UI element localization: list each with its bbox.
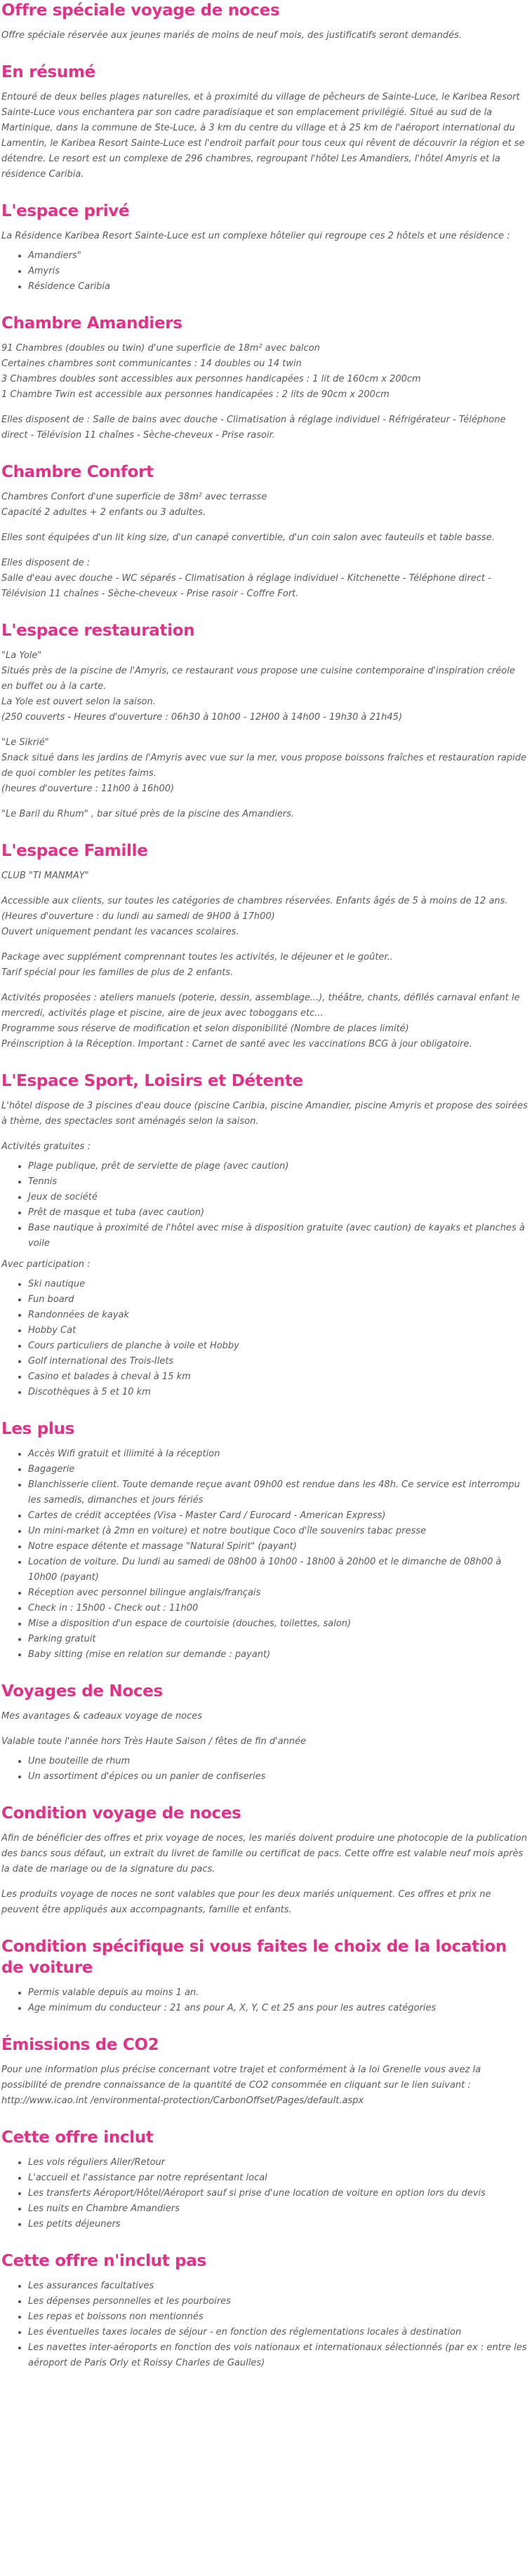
room-furniture: Elles sont équipées d'un lit king size, d'un canapé convertible, d'un coin salon avec fauteuils et table basse.	[1, 532, 495, 543]
list-item: • Tennis	[28, 1174, 529, 1190]
list-item: • Les assurances facultatives	[28, 2279, 529, 2294]
list-item: • Base nautique à proximité de l'hôtel avec mise à disposition gratuite (avec caution) de kayaks et planches à voile	[28, 1221, 529, 1252]
summary-text: Entouré de deux belles plages naturelles, et à proximité du village de pêcheurs de Sainte-Luce, le Karibea Resort Sainte-Luce vous enchantera par son cadre paradisiaque et son emplacement privilégié. Situé au sud de la Martinique, dans la commune de Ste-Luce, à 3 km du centre du village et à 25 km de l'aéroport international du Lamentin, le Karibea Resort Sainte-Luce est l'endroit parfait pour tous ceux qui rêvent de découvrir la région et se détendre. Le resort est un complexe de 296 chambres, regroupant l'hôtel Les Amandiers, l'hôtel Amyris et la résidence Caribia.	[1, 92, 525, 180]
club-access: Accessible aux clients, sur toutes les catégories de chambres réservées. Enfants âgés de 5 à moins de 12 ans. (Heures d'ouverture : du lundi au samedi de 9H00 à 17h00) Ouvert uniquement pendant les vacances scolaires.	[1, 896, 508, 937]
section-title: Cette offre n'inclut pas	[1, 2252, 206, 2270]
co2-text: Pour une information plus précise concernant votre trajet et conformément à la loi Grenelle vous avez la possibilité de prendre connaissance de la quantité de CO2 consommée en cliquant sur le lien suivant : http://www.icao.int /environmental-protection/CarbonOffset/Pages/default.aspx	[1, 2065, 481, 2106]
section-title: Voyages de Noces	[1, 1682, 163, 1700]
list-item: • Plage publique, prêt de serviette de plage (avec caution)	[28, 1159, 529, 1174]
list-item: • Randonnées de kayak	[28, 1308, 529, 1323]
section-title: L'espace privé	[1, 202, 130, 220]
list-item: • Les nuits en Chambre Amandiers	[28, 2201, 529, 2217]
honeymoon-benefits: Mes avantages & cadeaux voyage de noces	[1, 1711, 203, 1722]
list-item: • L'accueil et l'assistance par notre représentant local	[28, 2171, 529, 2186]
section-title: Chambre Confort	[1, 463, 154, 481]
club-activities: Activités proposées : ateliers manuels (poterie, dessin, assemblage...), théâtre, chants, défilés carnaval enfant le mercredi, activités plage et piscine, aire de jeux avec toboggans etc... Programme sous réserve de modification et selon disponibilité (Nombre de places limité) Préinscription à la Réception. Important : Carnet de santé avec les vaccinations BCG à jour obligatoire.	[1, 993, 520, 1049]
list-item: • Cartes de crédit acceptées (Visa - Master Card / Eurocard - American Express)	[28, 1508, 529, 1524]
list-item: • Notre espace détente et massage "Natural Spirit" (payant)	[28, 1539, 529, 1555]
section-title: L'Espace Sport, Loisirs et Détente	[1, 1072, 303, 1090]
section-included	[1, 2127, 529, 2232]
conditions-scope: Les produits voyage de noces ne sont valables que pour les deux mariés uniquement. Ces offres et prix ne peuvent être appliqués aux accompagnants, famille et enfants.	[1, 1889, 491, 1915]
bar-baril-du-rhum: "Le Baril du Rhum" , bar situé près de la piscine des Amandiers.	[1, 809, 295, 819]
honeymoon-gifts	[1, 1754, 529, 1785]
list-item: • Les petits déjeuners	[28, 2217, 529, 2232]
section-summary	[1, 62, 529, 182]
list-item: • Amyris	[28, 264, 529, 279]
free-activities-label: Activités gratuites :	[1, 1141, 91, 1152]
list-item: • Prêt de masque et tuba (avec caution)	[28, 1205, 529, 1221]
car-rental-list	[1, 1985, 529, 2016]
section-title: Cette offre inclut	[1, 2128, 154, 2147]
list-item: • Golf international des Trois-Ilets	[28, 1354, 529, 1369]
section-title: Les plus	[1, 1420, 74, 1438]
list-item: • Bagagerie	[28, 1462, 529, 1477]
list-item: • Parking gratuit	[28, 1632, 529, 1647]
section-honeymoon	[1, 1681, 529, 1785]
room-equipment: Elles disposent de : Salle de bains avec douche - Climatisation à réglage individuel - Réfrigérateur - Téléphone direct - Télévision 11 chaînes - Sèche-cheveux - Prise rasoir.	[1, 415, 506, 441]
conditions-text: Afin de bénéficier des offres et prix voyage de noces, les mariés doivent produire une photocopie de la publication des bancs sous défaut, un extrait du livret de famille ou certificat de pacs. Cette offre est valable neuf mois après la date de mariage ou de la signature du pacs.	[1, 1833, 527, 1874]
list-item: • Les vols réguliers Aller/Retour	[28, 2155, 529, 2171]
private-list	[1, 248, 529, 295]
section-room-confort	[1, 462, 529, 602]
not-included-list	[1, 2279, 529, 2371]
room-equipment: Elles disposent de : Salle d'eau avec douche - WC séparés - Climatisation à réglage individuel - Kitchenette - Téléphone direct - Télévision 11 chaînes - Sèche-cheveux - Prise rasoir - Coffre Fort.	[1, 558, 491, 599]
club-name: CLUB "TI MANMAY"	[1, 871, 89, 881]
room-description: Chambres Confort d'une superficie de 38m² avec terrasse Capacité 2 adultes + 2 enfants ou 3 adultes.	[1, 492, 267, 518]
section-private-space	[1, 201, 529, 295]
section-title: En résumé	[1, 63, 95, 81]
section-family	[1, 840, 529, 1052]
paid-activities-list	[1, 1277, 529, 1400]
list-item: • Location de voiture. Du lundi au samedi de 08h00 à 10h00 - 18h00 à 20h00 et le dimanche de 08h00 à 10h00 (payant)	[28, 1555, 529, 1585]
paid-activities-label: Avec participation :	[1, 1259, 91, 1270]
list-item: • Hobby Cat	[28, 1323, 529, 1339]
list-item: • Check in : 15h00 - Check out : 11h00	[28, 1601, 529, 1616]
list-item: • Casino et balades à cheval à 15 km	[28, 1369, 529, 1385]
list-item: • Accès Wifi gratuit et illimité à la réception	[28, 1447, 529, 1462]
list-item: • Réception avec personnel bilingue anglais/français	[28, 1585, 529, 1601]
honeymoon-validity: Valable toute l'année hors Très Haute Saison / fêtes de fin d'année	[1, 1736, 307, 1747]
list-item: • Permis valable depuis au moins 1 an.	[28, 1985, 529, 2001]
list-item: • Un assortiment d'épices ou un panier de confiseries	[28, 1769, 529, 1785]
section-extras	[1, 1418, 529, 1663]
section-co2	[1, 2034, 529, 2109]
section-title: Émissions de CO2	[1, 2036, 159, 2054]
restaurant-le-sikrie: "Le Sikrié" Snack situé dans les jardins de l'Amyris avec vue sur la mer, vous propose boissons fraîches et restauration rapide de quoi combler les petites faims. (heures d'ouverture : 11h00 à 16h00)	[1, 737, 527, 794]
section-title: L'espace restauration	[1, 622, 195, 640]
list-item: • Fun board	[28, 1292, 529, 1308]
list-item: • Baby sitting (mise en relation sur demande : payant)	[28, 1647, 529, 1663]
offer-text: Offre spéciale réservée aux jeunes mariés de moins de neuf mois, des justificatifs seront demandés.	[1, 30, 462, 41]
list-item: • Ski nautique	[28, 1277, 529, 1292]
club-package: Package avec supplément comprennant toutes les activités, le déjeuner et le goûter.. Tarif spécial pour les familles de plus de 2 enfants.	[1, 952, 393, 978]
section-offer	[1, 0, 529, 43]
section-room-amandiers	[1, 313, 529, 443]
section-not-included	[1, 2250, 529, 2371]
list-item: • Blanchisserie client. Toute demande reçue avant 09h00 est rendue dans les 48h. Ce service est interrompu les samedis, dimanches et jours fériés	[28, 1477, 529, 1508]
list-item: • Les navettes inter-aéroports en fonction des vols nationaux et internationaux sélectionnés (par ex : entre les aéroport de Paris Orly et Roissy Charles de Gaulles)	[28, 2340, 529, 2371]
section-car-rental	[1, 1936, 529, 2016]
restaurant-la-yole: "La Yole" Situés près de la piscine de l'Amyris, ce restaurant vous propose une cuisine contemporaine d'inspiration créole en buffet ou à la carte. La Yole est ouvert selon la saison. (250 couverts - Heures d'ouverture : 06h30 à 10h00 - 12H00 à 14h00 - 19h30 à 21h45)	[1, 650, 515, 723]
list-item: • Jeux de société	[28, 1190, 529, 1205]
list-item: • Les transferts Aéroport/Hôtel/Aéroport sauf si prise d'une location de voiture en option lors du devis	[28, 2186, 529, 2201]
section-title: L'espace Famille	[1, 842, 148, 860]
list-item: • Cours particuliers de planche à voile et Hobby	[28, 1339, 529, 1354]
room-description: 91 Chambres (doubles ou twin) d'une superficie de 18m² avec balcon Certaines chambres sont communicantes : 14 doubles ou 14 twin 3 Chambres doubles sont accessibles aux personnes handicapées : 1 lit de 160cm x 200cm 1 Chambre Twin est accessible aux personnes handicapées : 2 lits de 90cm x 200cm	[1, 343, 421, 400]
list-item: • Les éventuelles taxes locales de séjour - en fonction des réglementations locales à destination	[28, 2325, 529, 2340]
private-intro: La Résidence Karibea Resort Sainte-Luce est un complexe hôtelier qui regroupe ces 2 hôtels et une résidence :	[1, 231, 510, 241]
included-list	[1, 2155, 529, 2232]
section-title: Condition voyage de noces	[1, 1804, 241, 1823]
list-item: • Discothèques à 5 et 10 km	[28, 1385, 529, 1400]
list-item: • Les dépenses personnelles et les pourboires	[28, 2294, 529, 2309]
list-item: • Une bouteille de rhum	[28, 1754, 529, 1769]
list-item: • Mise a disposition d'un espace de courtoisie (douches, toilettes, salon)	[28, 1616, 529, 1632]
section-honeymoon-conditions	[1, 1803, 529, 1918]
section-title: Chambre Amandiers	[1, 314, 182, 333]
list-item: • Les repas et boissons non mentionnés	[28, 2309, 529, 2325]
list-item: • Un mini-market (à 2mn en voiture) et notre boutique Coco d'île souvenirs tabac presse	[28, 1524, 529, 1539]
list-item: • Résidence Caribia	[28, 279, 529, 295]
extras-list	[1, 1447, 529, 1663]
section-sport-leisure	[1, 1071, 529, 1400]
free-activities-list	[1, 1159, 529, 1252]
section-title: Offre spéciale voyage de noces	[1, 1, 280, 20]
list-item: • Amandiers"	[28, 248, 529, 264]
section-title: Condition spécifique si vous faites le choix de la location de voiture	[1, 1938, 507, 1977]
pools-text: L'hôtel dispose de 3 piscines d'eau douce (piscine Caribia, piscine Amandier, piscine Amyris et propose des soirées à thème, des spectacles sont aménagés selon la saison.	[1, 1101, 528, 1127]
section-restaurants	[1, 620, 529, 822]
list-item: • Age minimum du conducteur : 21 ans pour A, X, Y, C et 25 ans pour les autres catégories	[28, 2001, 529, 2016]
